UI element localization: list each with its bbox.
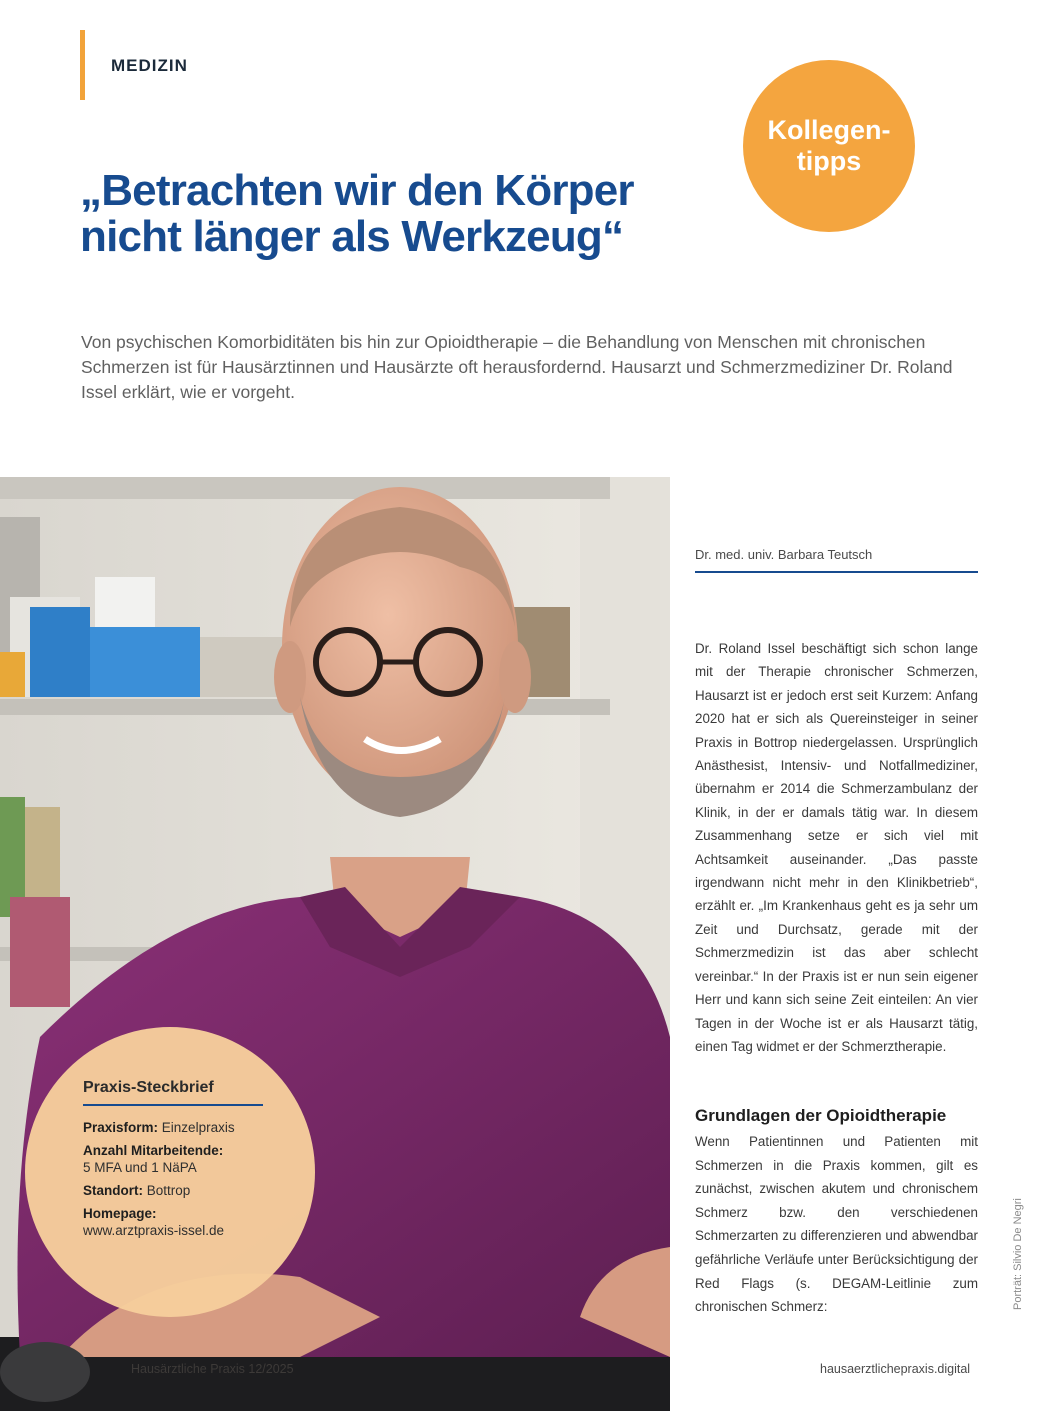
steckbrief-label: Praxisform: bbox=[83, 1120, 159, 1135]
section-accent-bar bbox=[80, 30, 85, 100]
steckbrief-label: Anzahl Mitarbeitende: bbox=[83, 1143, 224, 1158]
steckbrief-title: Praxis-Steckbrief bbox=[83, 1079, 214, 1096]
subheading: Grundlagen der Opioidtherapie bbox=[695, 1106, 947, 1125]
photo-credit: Porträt: Silvio De Negri bbox=[1012, 1198, 1024, 1310]
badge-line-1: Kollegen- bbox=[767, 115, 891, 145]
article-headline bbox=[80, 168, 720, 260]
section-label: MEDIZIN bbox=[111, 56, 188, 75]
steckbrief-value: Einzelpraxis bbox=[161, 1120, 235, 1135]
steckbrief-list bbox=[83, 1119, 293, 1245]
headline-line-2: nicht länger als Werkzeug“ bbox=[80, 212, 624, 261]
steckbrief-value: Bottrop bbox=[146, 1183, 191, 1198]
steckbrief-divider bbox=[83, 1104, 263, 1106]
steckbrief-label: Homepage: bbox=[83, 1206, 157, 1221]
steckbrief-row-standort bbox=[83, 1182, 293, 1199]
article-intro: Von psychischen Komorbiditäten bis hin zur Opioidtherapie – die Behandlung von Menschen mit chronischen Schmerzen ist für Hausärztinnen und Hausärzte oft herausfordernd. Hausarzt und Schmerzmediziner Dr. Roland Issel erklärt, wie er vorgeht. bbox=[81, 332, 953, 402]
headline-line-1: „Betrachten wir den Körper bbox=[80, 166, 634, 215]
steckbrief-value: 5 MFA und 1 NäPA bbox=[83, 1160, 197, 1175]
badge-line-2: tipps bbox=[796, 146, 862, 176]
author-byline: Dr. med. univ. Barbara Teutsch bbox=[695, 547, 873, 562]
footer-website[interactable]: hausaerztlichepraxis.digital bbox=[820, 1362, 971, 1376]
kollegentipps-badge bbox=[743, 60, 915, 232]
steckbrief-row-homepage bbox=[83, 1205, 293, 1239]
steckbrief-homepage-link[interactable]: www.arztpraxis-issel.de bbox=[83, 1223, 225, 1238]
body-paragraph-1: Dr. Roland Issel beschäftigt sich schon lange mit der Therapie chronischer Schmerzen, Hausarzt ist er jedoch erst seit Kurzem: Anfang 2020 hat er sich als Quereinsteiger in seiner Praxis in Bottrop niedergelassen. Ursprünglich Anästhesist, Intensiv- und Notfallmediziner, übernahm er 2014 die Schmerzambulanz der Klinik, in der er damals tätig war. In diesem Zusammenhang setze er sich viel mit Achtsamkeit auseinander. „Das passte irgendwann nicht mehr in den Klinikbetrieb“, erzählt er. „Im Krankenhaus geht es ja sehr um Zeit und Durchsatz, gerade mit der Schmerzmedizin ist das aber schlecht vereinbar.“ In der Praxis ist er nun sein eigener Herr und kann sich seine Zeit einteilen: An vier Tagen in der Woche ist er als Hausarzt tätig, einen Tag widmet er der Schmerztherapie. bbox=[695, 641, 978, 1054]
steckbrief-row-praxisform bbox=[83, 1119, 293, 1136]
author-divider bbox=[695, 571, 978, 573]
footer-issue: Hausärztliche Praxis 12/2025 bbox=[131, 1362, 294, 1376]
steckbrief-row-mitarbeitende bbox=[83, 1142, 293, 1176]
praxis-steckbrief bbox=[25, 1027, 315, 1317]
steckbrief-label: Standort: bbox=[83, 1183, 143, 1198]
body-paragraph-2: Wenn Patientinnen und Patienten mit Schmerzen in die Praxis kommen, gilt es zunächst, zwischen akutem und chronischem Schmerz bzw. den verschiedenen Schmerzarten zu differenzieren und abwendbar gefährliche Verläufe unter Berücksichtigung der Red Flags (s. DEGAM-Leitlinie zum chronischen Schmerz: bbox=[695, 1134, 978, 1315]
